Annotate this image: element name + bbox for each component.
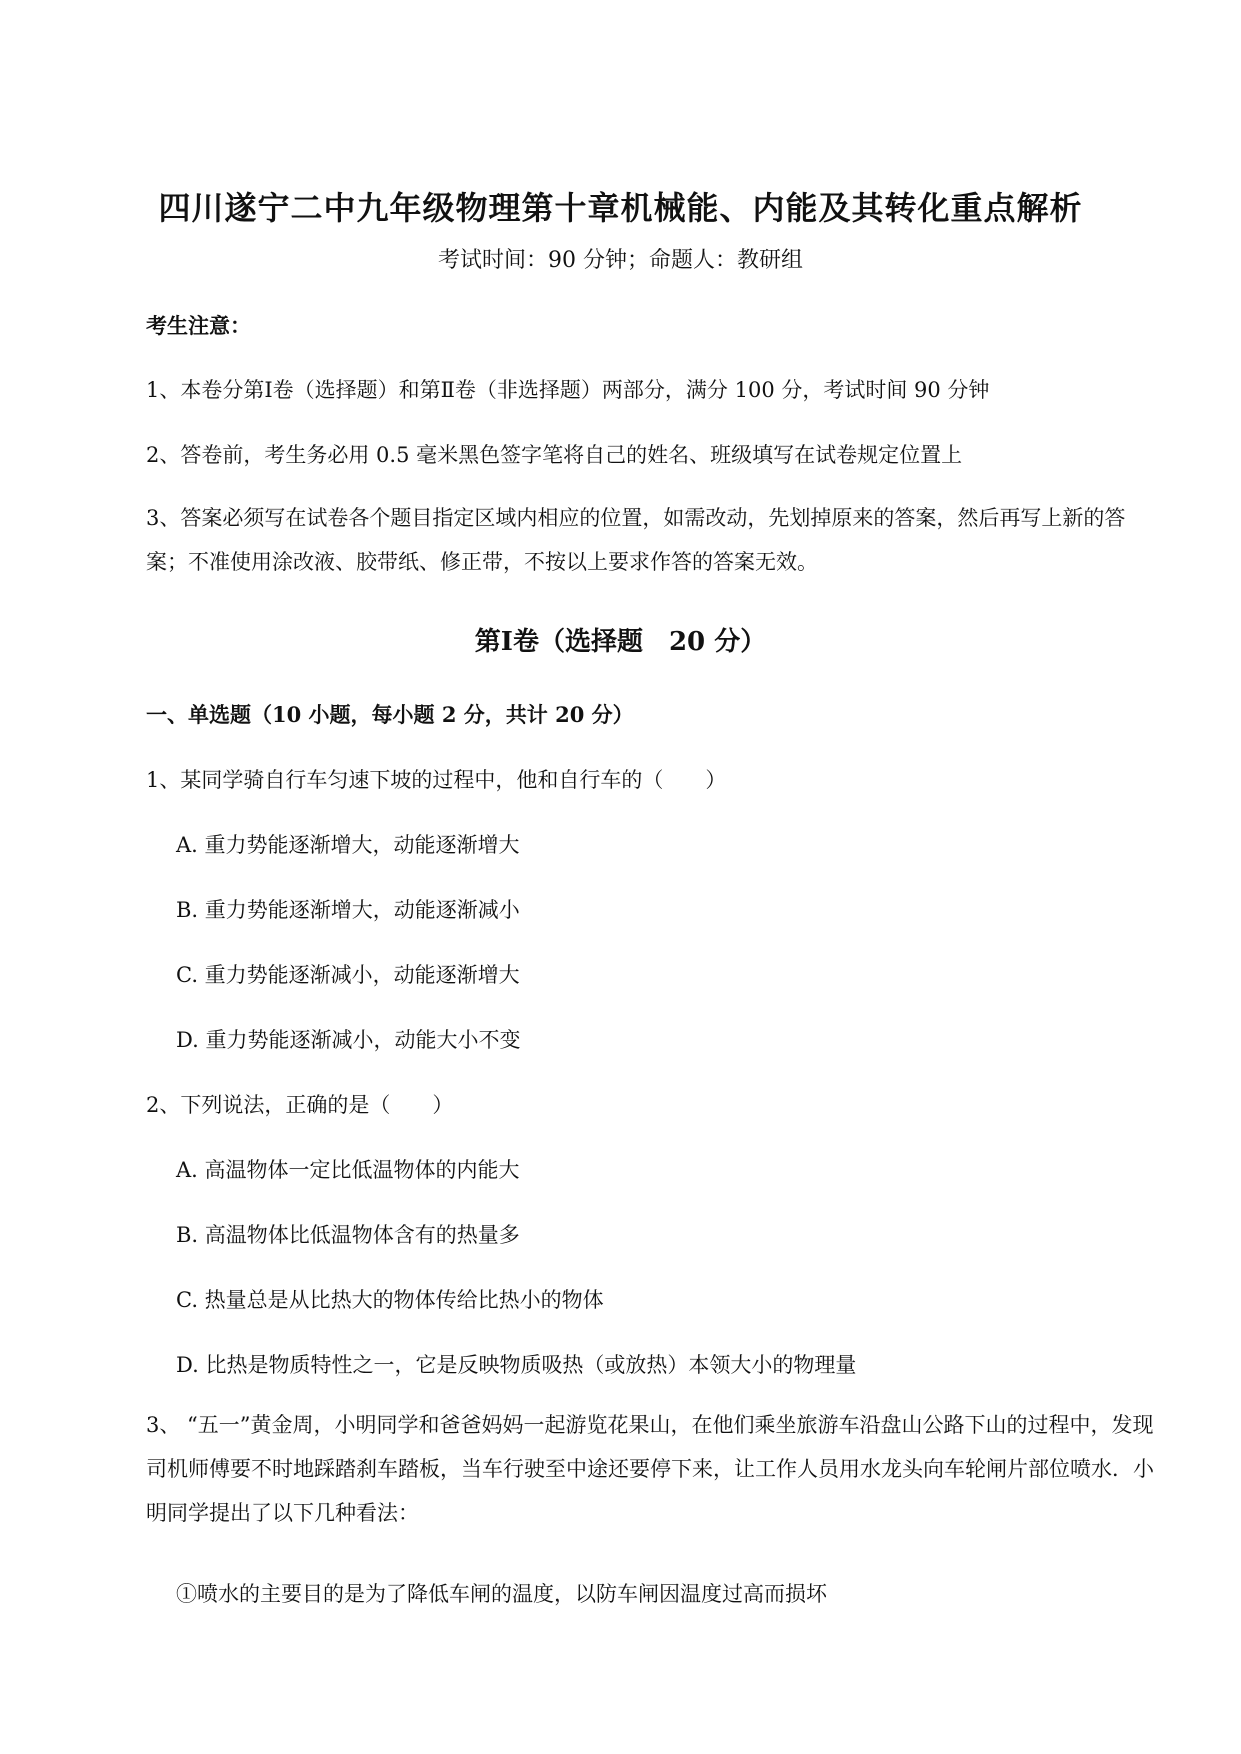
statement-item: ①喷水的主要目的是为了降低车闸的温度，以防车闸因温度过高而损坏 bbox=[176, 1582, 827, 1606]
option-a: A. 高温物体一定比低温物体的内能大 bbox=[176, 1158, 520, 1182]
question-stem: 1、某同学骑自行车匀速下坡的过程中，他和自行车的（ ） bbox=[146, 768, 727, 792]
option-c: C. 重力势能逐渐减小，动能逐渐增大 bbox=[176, 963, 520, 987]
option-c: C. 热量总是从比热大的物体传给比热小的物体 bbox=[176, 1288, 604, 1312]
option-a: A. 重力势能逐渐增大，动能逐渐增大 bbox=[176, 833, 520, 857]
notice-item: 2、答卷前，考生务必用 0.5 毫米黑色签字笔将自己的姓名、班级填写在试卷规定位置上 bbox=[146, 443, 963, 467]
option-b: B. 重力势能逐渐增大，动能逐渐减小 bbox=[176, 898, 520, 922]
notice-heading: 考生注意： bbox=[146, 313, 251, 338]
notice-item: 3、答案必须写在试卷各个题目指定区域内相应的位置，如需改动，先划掉原来的答案，然后再写上新的答案；不准使用涂改液、胶带纸、修正带，不按以上要求作答的答案无效。 bbox=[146, 506, 1126, 574]
section-title: 第Ⅰ卷（选择题 20 分） bbox=[474, 627, 767, 657]
question-stem: 2、下列说法，正确的是（ ） bbox=[146, 1093, 454, 1117]
exam-info: 考试时间：90 分钟；命题人：教研组 bbox=[438, 248, 803, 273]
part-heading: 一、单选题（10 小题，每小题 2 分，共计 20 分） bbox=[146, 702, 634, 727]
page-title: 四川遂宁二中九年级物理第十章机械能、内能及其转化重点解析 bbox=[158, 189, 1083, 227]
option-d: D. 重力势能逐渐减小，动能大小不变 bbox=[176, 1028, 521, 1052]
option-d: D. 比热是物质特性之一，它是反映物质吸热（或放热）本领大小的物理量 bbox=[176, 1353, 857, 1377]
question-stem: 3、 “五一”黄金周，小明同学和爸爸妈妈一起游览花果山，在他们乘坐旅游车沿盘山公路下山的过程中，发现司机师傅要不时地踩踏刹车踏板，当车行驶至中途还要停下来，让工作人员用水龙头向车轮闸片部位喷水．小明同学提出了以下几种看法： bbox=[146, 1413, 1154, 1525]
option-b: B. 高温物体比低温物体含有的热量多 bbox=[176, 1223, 520, 1247]
notice-item: 1、本卷分第Ⅰ卷（选择题）和第Ⅱ卷（非选择题）两部分，满分 100 分，考试时间 90 分钟 bbox=[146, 378, 990, 402]
